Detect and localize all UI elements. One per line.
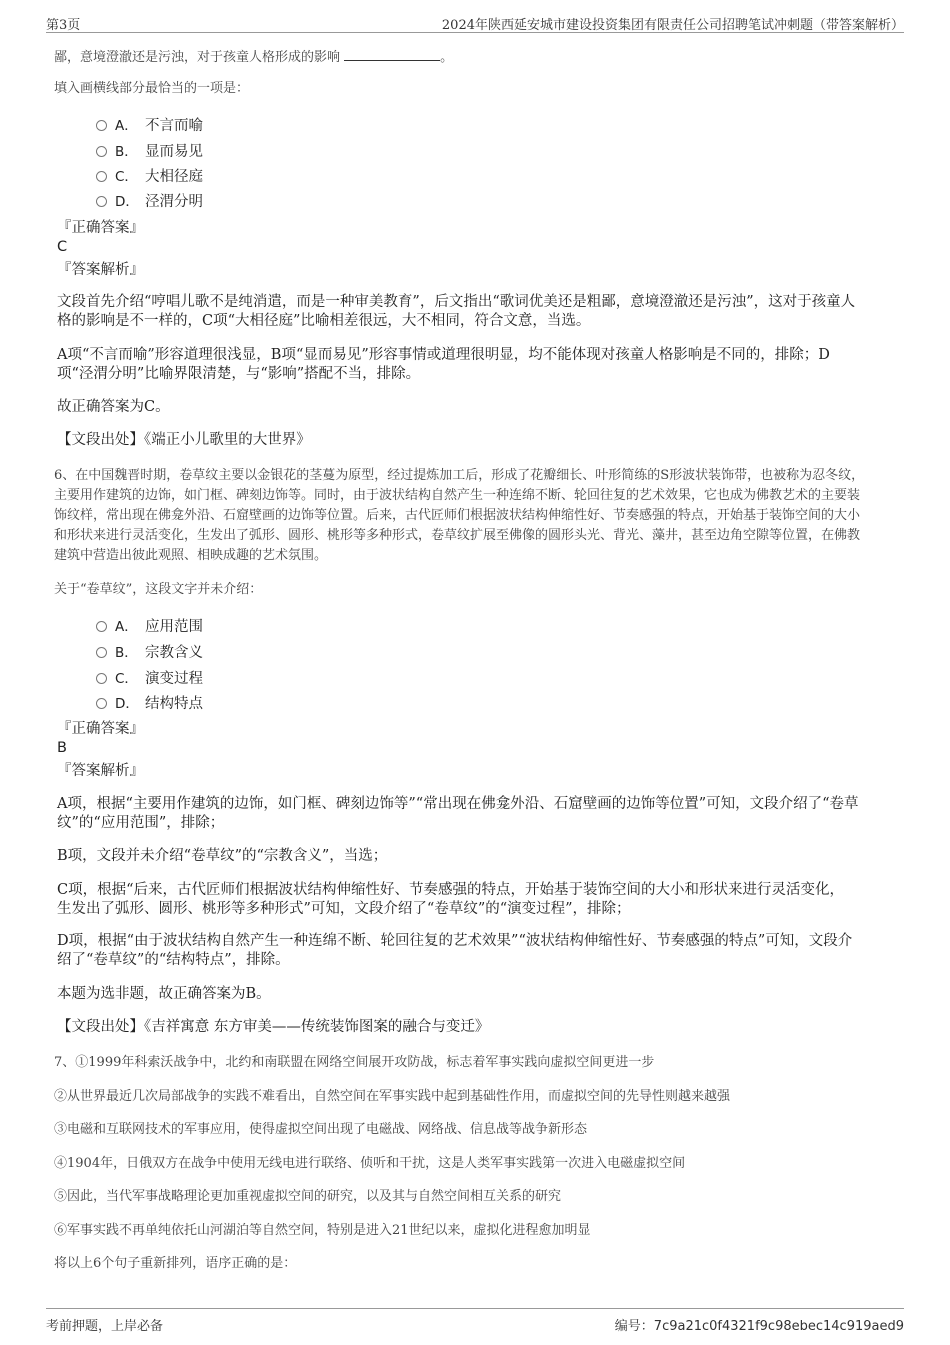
document-code <box>615 1315 904 1334</box>
q6-stem-line: 主要用作建筑的边饰，如门框、碑刻边饰等。同时，由于波状结构自然产生一种连绵不断、轮回往复的艺术效果，它也成为佛教艺术的主要装 <box>54 488 861 503</box>
option-text: 不言而喻 <box>145 118 203 134</box>
q5-analysis-label: 『答案解析』 <box>57 262 144 278</box>
q6-analysis-line: 纹”的“应用范围”，排除； <box>57 815 225 831</box>
q6-analysis-line: D项，根据“由于波状结构自然产生一种连绵不断、轮回往复的艺术效果”“波状结构伸缩性好、节奏感强的特点”可知，文段介 <box>57 933 853 949</box>
radio-icon[interactable] <box>96 120 107 131</box>
q6-analysis-line: 绍了“卷草纹”的“结构特点”，排除。 <box>57 952 290 968</box>
q7-sentence: ③电磁和互联网技术的军事应用，使得虚拟空间出现了电磁战、网络战、信息战等战争新形态 <box>54 1122 588 1137</box>
code-label: 编号： <box>614 1319 654 1334</box>
option-letter: A． <box>115 118 138 134</box>
q5-analysis-line: 项“泾渭分明”比喻界限清楚，与“影响”搭配不当，排除。 <box>57 366 421 382</box>
radio-icon[interactable] <box>96 146 107 157</box>
q7-sentence: ④1904年，日俄双方在战争中使用无线电进行联络、侦听和干扰，这是人类军事实践第一次进入电磁虚拟空间 <box>54 1156 686 1171</box>
radio-icon[interactable] <box>96 647 107 658</box>
page-footer <box>46 1308 904 1337</box>
option-text: 应用范围 <box>145 619 203 635</box>
footer-slogan: 考前押题，上岸必备 <box>46 1319 164 1334</box>
q6-stem-line: 建筑中营造出彼此观照、相映成趣的艺术氛围。 <box>54 548 328 563</box>
q7-sentence: ⑥军事实践不再单纯依托山河湖泊等自然空间，特别是进入21世纪以来，虚拟化进程愈加明显 <box>54 1223 591 1238</box>
option-text: 显而易见 <box>145 144 203 160</box>
q5-stem-tail <box>54 46 896 67</box>
option-letter: B． <box>115 645 138 661</box>
q7-sentence: ⑤因此，当代军事战略理论更加重视虚拟空间的研究，以及其与自然空间相互关系的研究 <box>54 1189 562 1204</box>
q6-option-b[interactable] <box>96 641 203 661</box>
option-text: 大相径庭 <box>145 169 203 185</box>
q5-answer-label: 『正确答案』 <box>57 220 144 236</box>
option-text: 演变过程 <box>145 671 203 687</box>
option-letter: D． <box>115 696 139 712</box>
code-value: 7c9a21c0f4321f9c98ebec14c919aed9 <box>653 1319 904 1334</box>
q6-stem-line: 6、在中国魏晋时期，卷草纹主要以金银花的茎蔓为原型，经过提炼加工后，形成了花瓣细长、叶形简练的S形波状装饰带，也被称为忍冬纹， <box>54 468 865 483</box>
option-letter: A． <box>115 619 138 635</box>
q5-option-d[interactable] <box>96 190 203 210</box>
option-text: 泾渭分明 <box>145 194 203 210</box>
q6-analysis-line: A项，根据“主要用作建筑的边饰，如门框、碑刻边饰等”“常出现在佛龛外沿、石窟壁画的边饰等位置”可知，文段介绍了“卷草 <box>57 796 859 812</box>
q5-option-a[interactable] <box>96 114 203 134</box>
q6-answer-label: 『正确答案』 <box>57 721 144 737</box>
radio-icon[interactable] <box>96 196 107 207</box>
q5-source: 【文段出处】《端正小儿歌里的大世界》 <box>57 432 311 448</box>
option-letter: B． <box>115 144 138 160</box>
option-text: 宗教含义 <box>145 645 203 661</box>
q5-answer: C <box>57 239 68 255</box>
q5-stem-text: 鄙，意境澄澈还是污浊，对于孩童人格形成的影响 <box>54 50 341 65</box>
q5-analysis-line: 文段首先介绍“哼唱儿歌不是纯消遣，而是一种审美教育”，后文指出“歌词优美还是粗鄙，意境澄澈还是污浊”，这对于孩童人 <box>57 294 856 310</box>
q6-answer: B <box>57 740 67 756</box>
option-letter: C． <box>115 671 138 687</box>
q6-analysis-label: 『答案解析』 <box>57 763 144 779</box>
q6-stem-line: 和形状来进行灵活变化，生发出了弧形、圆形、桃形等多种形式，卷草纹扩展至佛像的圆形头光、背光、藻井，甚至边角空隙等位置，在佛教 <box>54 528 861 543</box>
q5-option-c[interactable] <box>96 165 203 185</box>
fill-blank <box>344 46 440 61</box>
q6-prompt: 关于“卷草纹”，这段文字并未介绍： <box>54 582 263 597</box>
q7-sentence: ②从世界最近几次局部战争的实践不难看出，自然空间在军事实践中起到基础性作用，而虚拟空间的先导性则越来越强 <box>54 1089 731 1104</box>
option-text: 结构特点 <box>145 696 203 712</box>
q6-option-c[interactable] <box>96 667 203 687</box>
q6-analysis-line: B项，文段并未介绍“卷草纹”的“宗教含义”，当选； <box>57 848 388 864</box>
q6-analysis-line: C项，根据“后来，古代匠师们根据波状结构伸缩性好、节奏感强的特点，开始基于装饰空间的大小和形状来进行灵活变化， <box>57 882 845 898</box>
q7-prompt: 将以上6个句子重新排列，语序正确的是： <box>54 1256 297 1271</box>
q7-sentence: 7、①1999年科索沃战争中，北约和南联盟在网络空间展开攻防战，标志着军事实践向虚拟空间更进一步 <box>54 1055 655 1070</box>
q6-option-d[interactable] <box>96 692 203 712</box>
q5-analysis-line: 格的影响是不一样的，C项“大相径庭”比喻相差很远，大不相同，符合文意，当选。 <box>57 313 591 329</box>
q6-analysis-line: 生发出了弧形、圆形、桃形等多种形式”可知，文段介绍了“卷草纹”的“演变过程”，排除； <box>57 901 631 917</box>
radio-icon[interactable] <box>96 673 107 684</box>
q5-prompt: 填入画横线部分最恰当的一项是： <box>54 81 250 96</box>
q5-stem-end: 。 <box>440 50 454 65</box>
option-letter: C． <box>115 169 138 185</box>
radio-icon[interactable] <box>96 171 107 182</box>
q6-stem-line: 饰纹样，常出现在佛龛外沿、石窟壁画的边饰等位置。后来，古代匠师们根据波状结构伸缩性好、节奏感强的特点，开始基于装饰空间的大小 <box>54 508 861 523</box>
q5-conclusion: 故正确答案为C。 <box>57 399 170 415</box>
document-title: 2024年陕西延安城市建设投资集团有限责任公司招聘笔试冲刺题（带答案解析） <box>441 18 904 33</box>
option-letter: D． <box>115 194 139 210</box>
page-number: 第3页 <box>46 18 81 33</box>
radio-icon[interactable] <box>96 621 107 632</box>
q6-option-a[interactable] <box>96 615 203 635</box>
radio-icon[interactable] <box>96 698 107 709</box>
q6-source: 【文段出处】《吉祥寓意 东方审美——传统装饰图案的融合与变迁》 <box>57 1019 490 1035</box>
q5-option-b[interactable] <box>96 140 203 160</box>
page-header <box>46 12 904 33</box>
q6-conclusion: 本题为选非题，故正确答案为B。 <box>57 986 271 1002</box>
q5-analysis-line: A项“不言而喻”形容道理很浅显，B项“显而易见”形容事情或道理很明显，均不能体现对孩童人格影响是不同的，排除；D <box>57 347 830 363</box>
